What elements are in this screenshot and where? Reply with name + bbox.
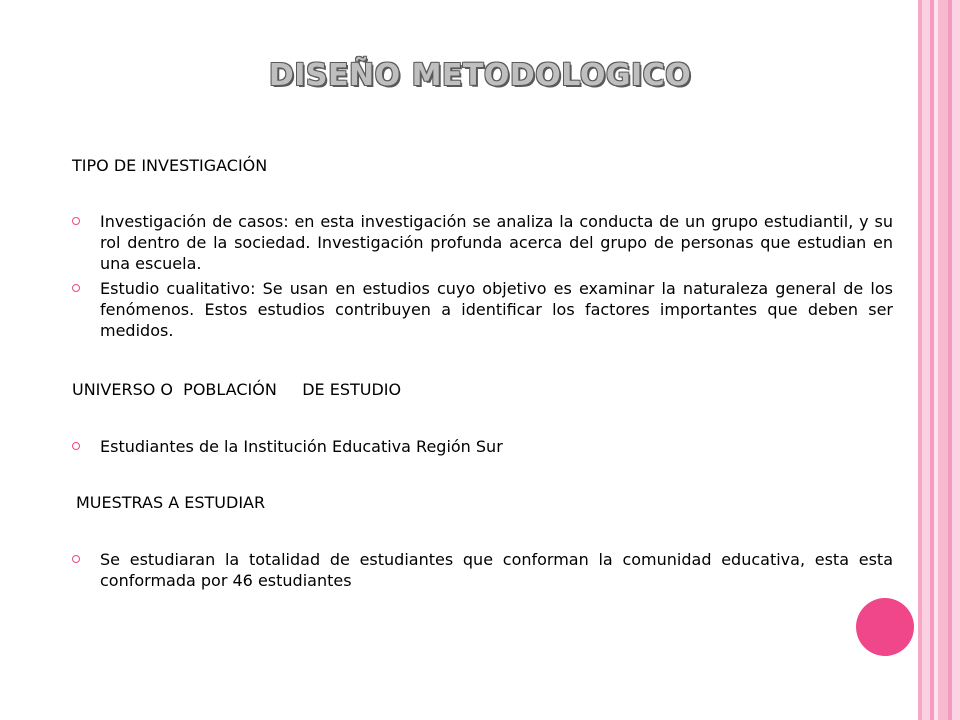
bullet-item	[72, 549, 893, 591]
bullet-circle-icon	[72, 555, 80, 563]
decorative-border-stripe	[938, 0, 948, 720]
section-heading-muestras: MUESTRAS A ESTUDIAR	[76, 493, 266, 512]
bullet-text: Estudiantes de la Institución Educativa Región Sur	[100, 437, 503, 456]
bullet-circle-icon	[72, 442, 80, 450]
decorative-circle	[856, 598, 914, 656]
decorative-border-stripe	[952, 0, 960, 720]
bullet-circle-icon	[72, 217, 80, 225]
bullet-text: Estudio cualitativo: Se usan en estudios cuyo objetivo es examinar la naturaleza general de los fenómenos. Estos estudios contribuyen a identificar los factores importantes que deben ser medidos.	[100, 279, 893, 340]
bullet-text: Se estudiaran la totalidad de estudiantes que conforman la comunidad educativa, esta esta conformada por 46 estudiantes	[100, 550, 893, 590]
bullet-text: Investigación de casos: en esta investigación se analiza la conducta de un grupo estudiantil, y su rol dentro de la sociedad. Investigación profunda acerca del grupo de personas que estudian en una escuela.	[100, 212, 893, 273]
bullet-item	[72, 436, 893, 457]
section-heading-universo: UNIVERSO O POBLACIÓN DE ESTUDIO	[72, 380, 402, 399]
bullet-item	[72, 278, 893, 341]
bullet-item	[72, 211, 893, 274]
decorative-border-stripe	[922, 0, 930, 720]
section-heading-tipo: TIPO DE INVESTIGACIÓN	[72, 156, 268, 175]
bullet-circle-icon	[72, 284, 80, 292]
slide-title: DISEÑO METODOLOGICO	[268, 58, 692, 93]
